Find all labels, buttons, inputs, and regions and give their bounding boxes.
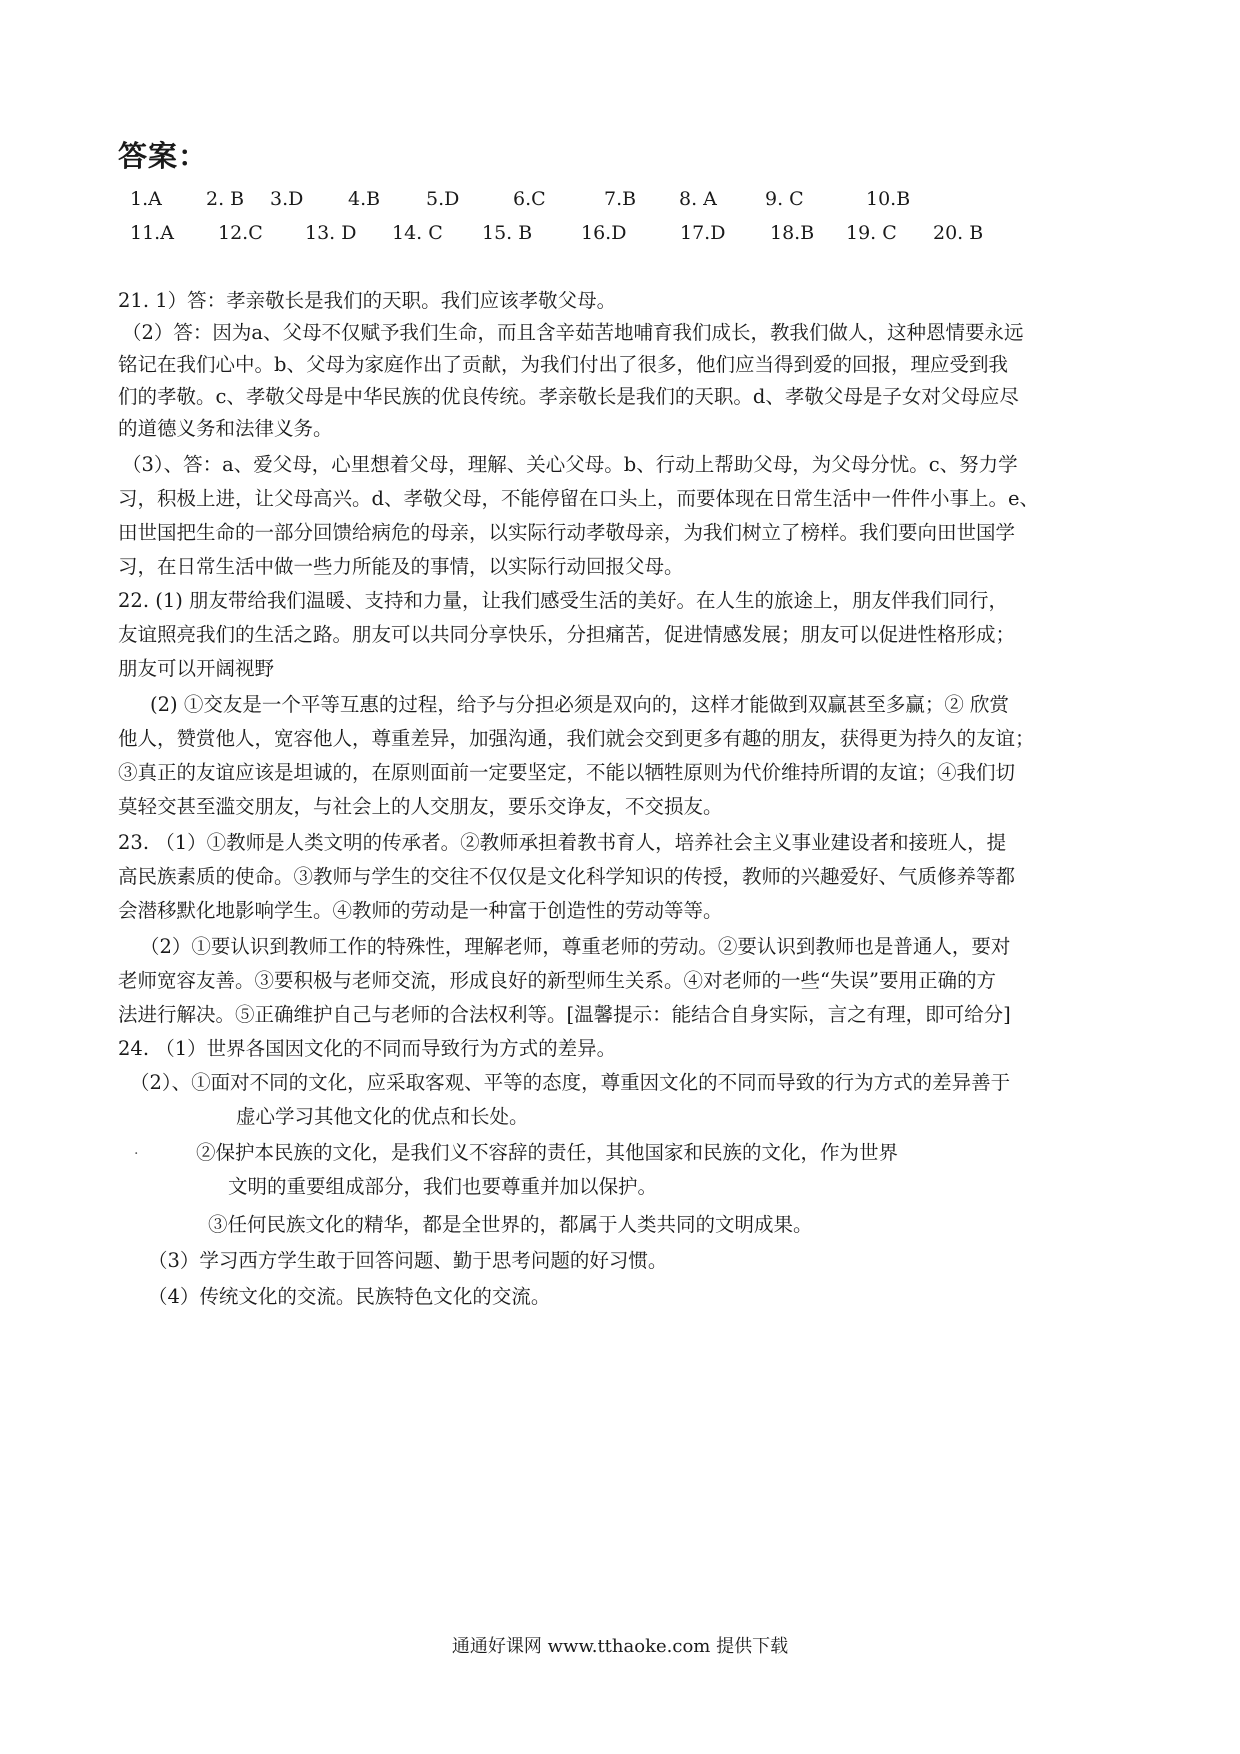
answer-line: （2）①要认识到教师工作的特殊性，理解老师，尊重老师的劳动。②要认识到教师也是普通人，要对 xyxy=(140,935,1011,958)
mc-answer: 1.A xyxy=(130,188,162,210)
mc-answer: 14. C xyxy=(392,222,443,244)
answer-line: 21. 1）答：孝亲敬长是我们的天职。我们应该孝敬父母。 xyxy=(118,289,617,312)
answer-line: （3）、答：a、爱父母，心里想着父母，理解、关心父母。b、行动上帮助父母，为父母分忧。c、努力学 xyxy=(122,453,1018,476)
footer-source: 通通好课网 www.tthaoke.com 提供下载 xyxy=(451,1636,789,1657)
answer-line: 的道德义务和法律义务。 xyxy=(118,417,333,440)
mc-answer: 12.C xyxy=(218,222,263,244)
mc-answer: 5.D xyxy=(426,188,460,210)
answer-line: 高民族素质的使命。③教师与学生的交往不仅仅是文化科学知识的传授，教师的兴趣爱好、气质修养等都 xyxy=(118,865,1016,888)
answer-line: ③任何民族文化的精华，都是全世界的，都属于人类共同的文明成果。 xyxy=(208,1213,813,1236)
answer-line: （4）传统文化的交流。民族特色文化的交流。 xyxy=(148,1285,551,1308)
mc-answer: 8. A xyxy=(679,188,717,210)
answer-line: 田世国把生命的一部分回馈给病危的母亲，以实际行动孝敬母亲，为我们树立了榜样。我们要向田世国学 xyxy=(118,521,1016,544)
mc-answer: 16.D xyxy=(581,222,627,244)
mc-answer: 19. C xyxy=(846,222,897,244)
mc-answer: 2. B xyxy=(206,188,245,210)
mc-answer: 11.A xyxy=(130,222,174,244)
mc-answer: 20. B xyxy=(933,222,984,244)
mc-answers-row-2 xyxy=(130,222,1030,248)
mc-answer: 13. D xyxy=(305,222,357,244)
answer-line: (2) ①交友是一个平等互惠的过程，给予与分担必须是双向的，这样才能做到双赢甚至多赢；② 欣赏 xyxy=(150,693,1010,716)
answer-line: 24. （1）世界各国因文化的不同而导致行为方式的差异。 xyxy=(118,1037,617,1060)
answer-line: 铭记在我们心中。b、父母为家庭作出了贡献，为我们付出了很多，他们应当得到爱的回报，理应受到我 xyxy=(118,353,1008,376)
answer-line: 习，在日常生活中做一些力所能及的事情，以实际行动回报父母。 xyxy=(118,555,684,578)
mc-answer: 9. C xyxy=(765,188,804,210)
answer-line: 会潜移默化地影响学生。④教师的劳动是一种富于创造性的劳动等等。 xyxy=(118,899,723,922)
answer-line: 朋友可以开阔视野 xyxy=(118,657,275,680)
answer-line: 们的孝敬。c、孝敬父母是中华民族的优良传统。孝亲敬长是我们的天职。d、孝敬父母是子女对父母应尽 xyxy=(118,385,1019,408)
mc-answer: 6.C xyxy=(513,188,546,210)
mc-answer: 17.D xyxy=(680,222,726,244)
mc-answer: 18.B xyxy=(770,222,815,244)
page-title: 答案： xyxy=(118,139,209,173)
mc-answer: 15. B xyxy=(482,222,533,244)
answer-line: 虚心学习其他文化的优点和长处。 xyxy=(236,1105,529,1128)
answer-line: 他人，赞赏他人，宽容他人，尊重差异，加强沟通，我们就会交到更多有趣的朋友，获得更为持久的友谊； xyxy=(118,727,1035,750)
mc-answer: 4.B xyxy=(348,188,381,210)
answer-line: 22. (1) 朋友带给我们温暖、支持和力量，让我们感受生活的美好。在人生的旅途上，朋友伴我们同行， xyxy=(118,589,1009,612)
mc-answer: 10.B xyxy=(866,188,911,210)
answer-line: 莫轻交甚至滥交朋友，与社会上的人交朋友，要乐交诤友，不交损友。 xyxy=(118,795,723,818)
answer-line: （3）学习西方学生敢于回答问题、勤于思考问题的好习惯。 xyxy=(148,1249,668,1272)
answer-line: 文明的重要组成部分，我们也要尊重并加以保护。 xyxy=(228,1175,658,1198)
mc-answer: 7.B xyxy=(604,188,637,210)
answer-line: 法进行解决。⑤正确维护自己与老师的合法权利等。[温馨提示：能结合自身实际，言之有理，即可给分] xyxy=(118,1003,1011,1026)
stray-mark: . xyxy=(134,1142,139,1158)
answer-line: （2）答：因为a、父母不仅赋予我们生命，而且含辛茹苦地哺育我们成长，教我们做人，这种恩情要永远 xyxy=(122,321,1024,344)
answer-line: 老师宽容友善。③要积极与老师交流，形成良好的新型师生关系。④对老师的一些“失误”要用正确的方 xyxy=(118,969,996,992)
answer-line: 23. （1）①教师是人类文明的传承者。②教师承担着教书育人，培养社会主义事业建设者和接班人，提 xyxy=(118,831,1007,854)
answer-line: ②保护本民族的文化，是我们义不容辞的责任，其他国家和民族的文化，作为世界 xyxy=(196,1141,899,1164)
answer-line: （2）、①面对不同的文化，应采取客观、平等的态度，尊重因文化的不同而导致的行为方式的差异善于 xyxy=(130,1071,1011,1094)
answer-line: ③真正的友谊应该是坦诚的，在原则面前一定要坚定，不能以牺牲原则为代价维持所谓的友谊；④我们切 xyxy=(118,761,1016,784)
mc-answer: 3.D xyxy=(270,188,304,210)
answer-line: 习，积极上进，让父母高兴。d、孝敬父母，不能停留在口头上，而要体现在日常生活中一件件小事上。e、 xyxy=(118,487,1040,510)
answer-line: 友谊照亮我们的生活之路。朋友可以共同分享快乐，分担痛苦，促进情感发展；朋友可以促进性格形成； xyxy=(118,623,1016,646)
mc-answers-row-1 xyxy=(130,188,1030,214)
